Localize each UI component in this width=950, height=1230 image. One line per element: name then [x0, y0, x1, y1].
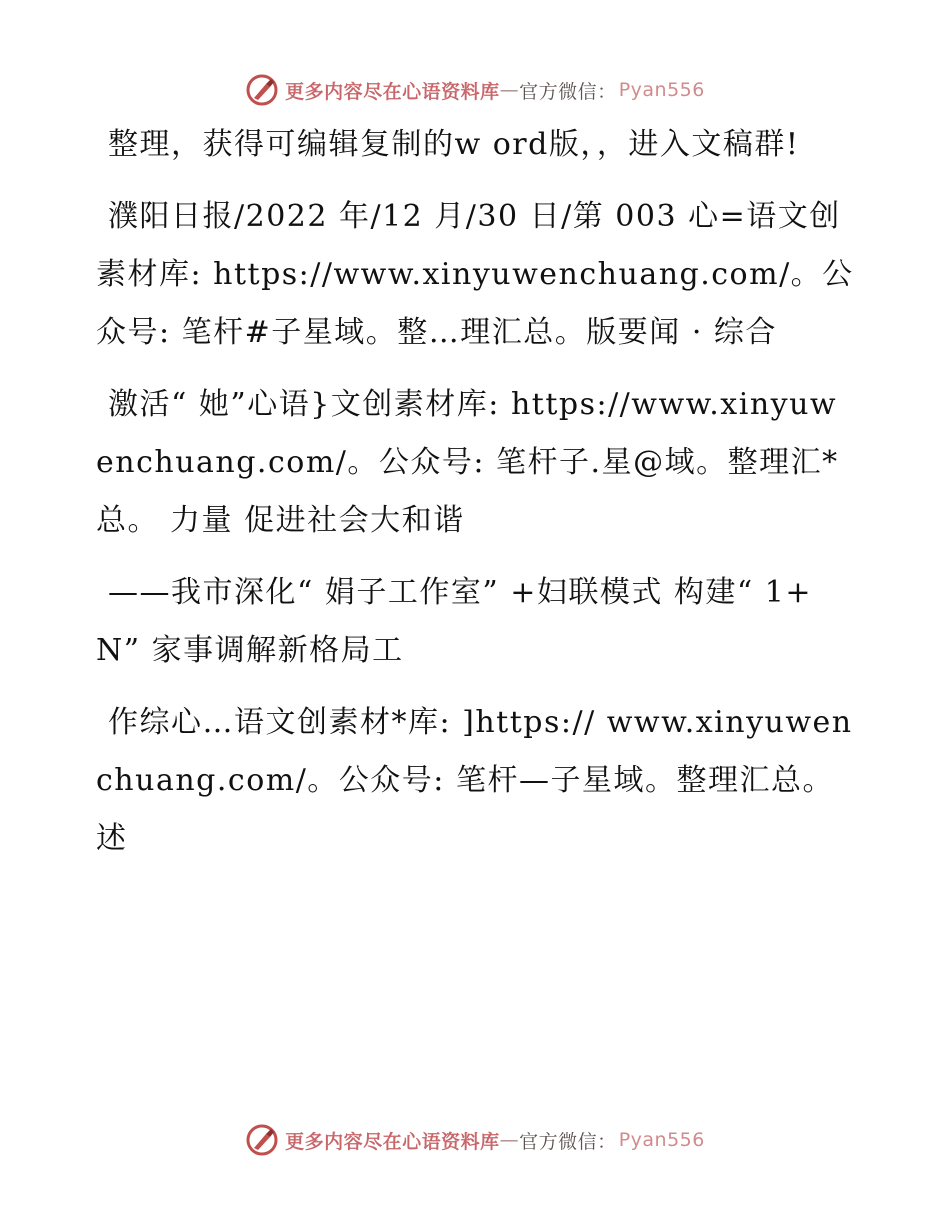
footer-watermark [0, 1120, 950, 1160]
document-body [96, 116, 856, 882]
footer-dash: — [499, 1129, 520, 1151]
pen-logo-icon [245, 73, 279, 107]
paragraph-subheadline: ——我市深化“ 娟子工作室” +妇联模式 构建“ 1+N” 家事调解新格局工 [96, 575, 813, 668]
paragraph-intro: 整理，获得可编辑复制的w ord版，，进入文稿群! [108, 127, 800, 162]
header-dash: — [499, 79, 520, 101]
pen-logo-icon [245, 1123, 279, 1157]
header-brand-text: 更多内容尽在心语资料库 [285, 80, 500, 103]
paragraph-byline: 作综心…语文创素材*库: ]https:// www.xinyuwenchuang.com/。公众号: 笔杆—子星域。整理汇总。述 [96, 705, 853, 856]
header-watermark [0, 70, 950, 110]
header-official-label: 官方微信： [519, 80, 617, 103]
footer-wechat-handle: Pyan556 [618, 1129, 705, 1151]
paragraph-source: 濮阳日报/2022 年/12 月/30 日/第 003 心=语文创素材库: https://www.xinyuwenchuang.com/。公众号: 笔杆#子星域。整…理汇总。版要闻 · 综合 [96, 199, 854, 350]
paragraph-headline: 激活“ 她”心语}文创素材库: https://www.xinyuwenchuang.com/。公众号: 笔杆子.星@域。整理汇*总。 力量 促进社会大和谐 [96, 387, 839, 538]
footer-brand-text: 更多内容尽在心语资料库 [285, 1130, 500, 1153]
footer-official-label: 官方微信： [519, 1130, 617, 1153]
header-wechat-handle: Pyan556 [618, 79, 705, 101]
